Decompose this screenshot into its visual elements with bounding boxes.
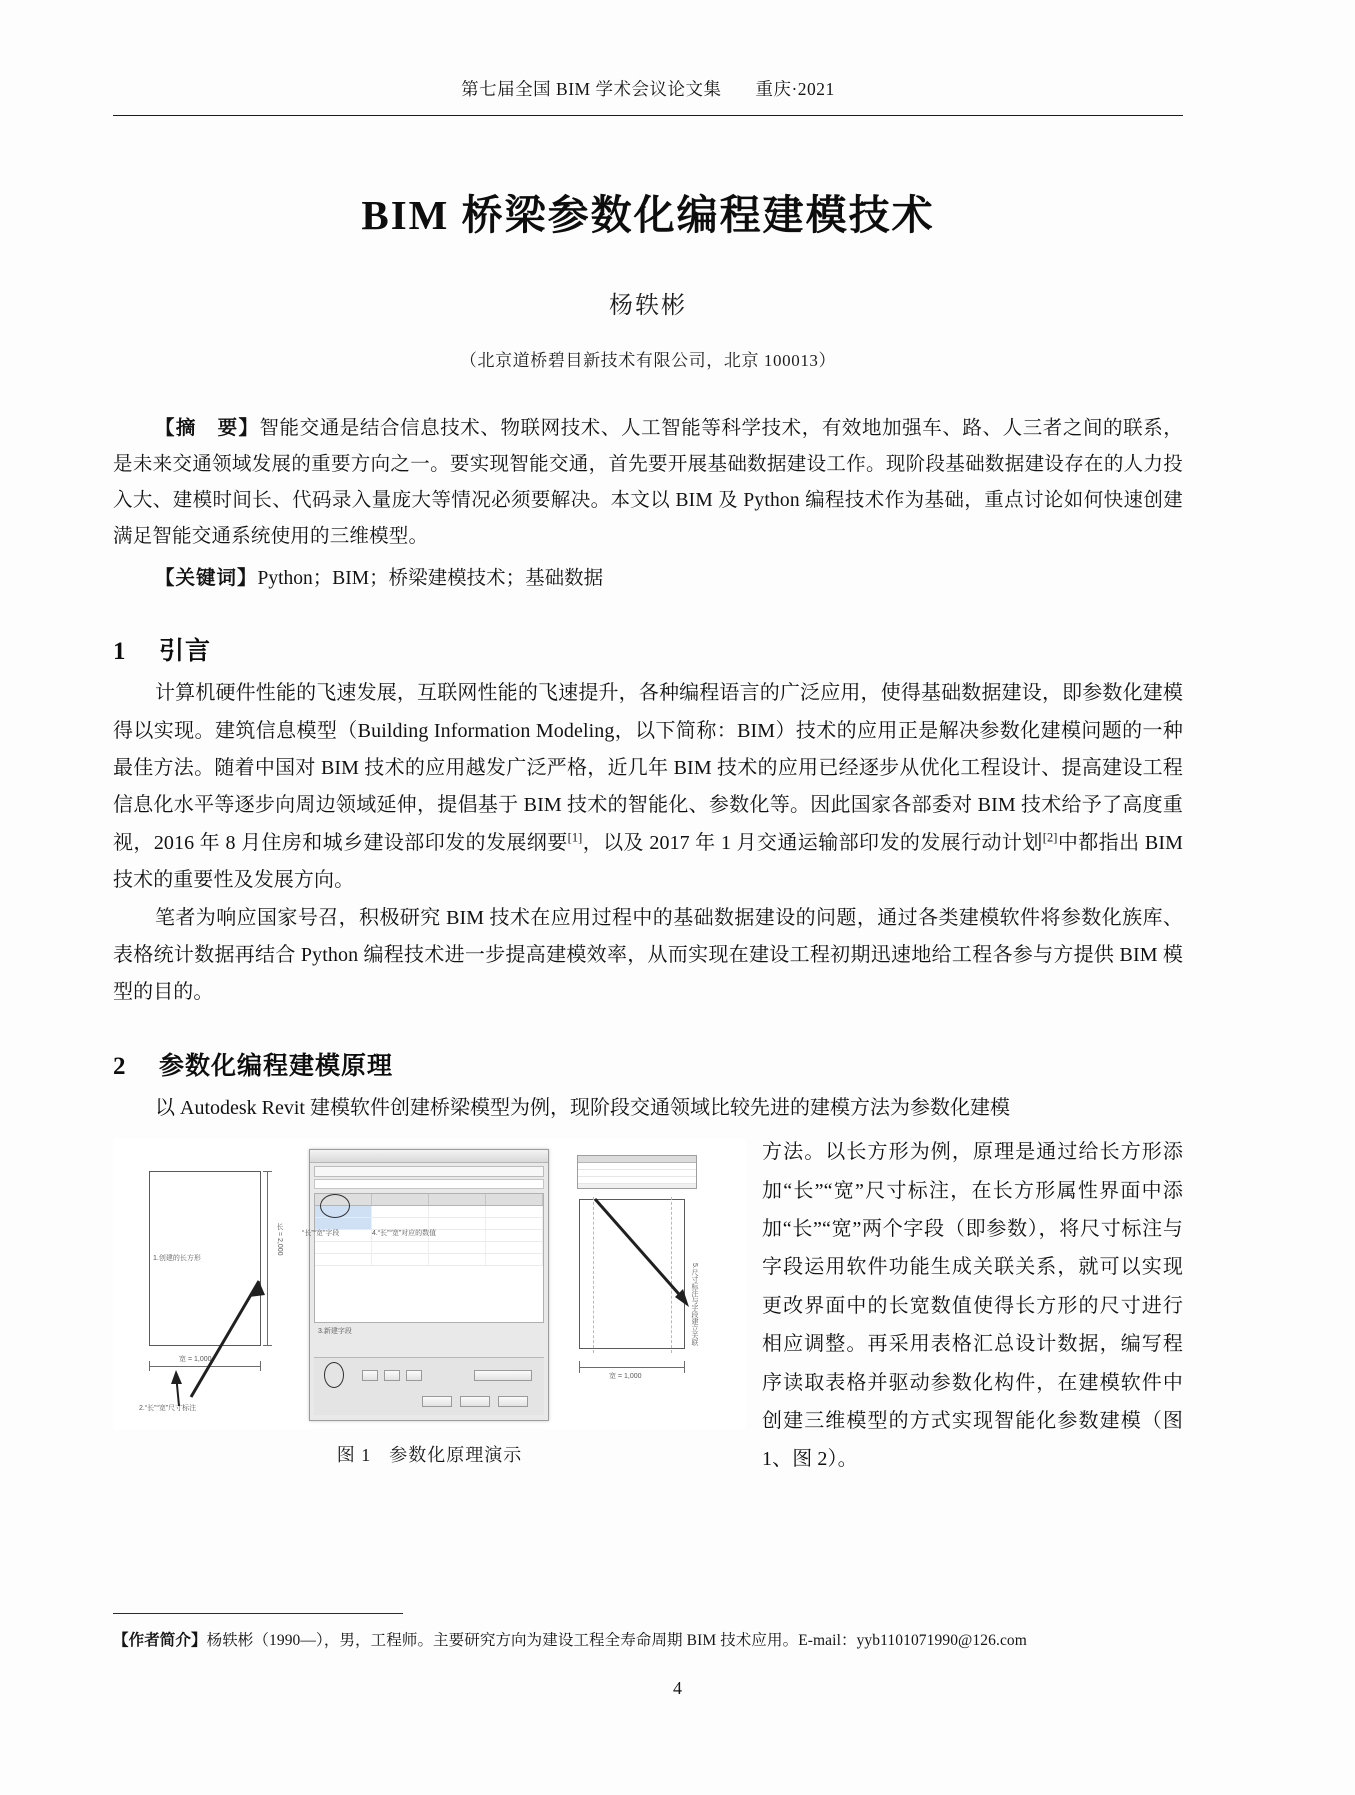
grid-cell (486, 1254, 543, 1265)
dialog-cancel-button[interactable] (460, 1396, 490, 1407)
author-name: 杨轶彬 (609, 293, 687, 319)
dialog-filter-field (314, 1179, 544, 1189)
section-1-paragraph-1 (113, 675, 1183, 899)
dialog-ok-button[interactable] (422, 1396, 452, 1407)
abstract-paragraph (113, 411, 1183, 555)
section-title-1: 引言 (159, 638, 212, 666)
section-heading-1 (113, 631, 1183, 667)
grid-header-cell (429, 1194, 486, 1205)
abstract-block (113, 411, 1183, 555)
cad-dim-tick (684, 1361, 685, 1373)
figure-label-dimension-annotation: 2.“长”“宽”尺寸标注 (139, 1405, 197, 1413)
section-number-2: 2 (113, 1052, 127, 1080)
figure-left-cad-panel (135, 1161, 295, 1411)
grid-cell (486, 1242, 543, 1253)
running-head-right: 重庆·2021 (755, 79, 835, 99)
figure-revit-dialog (302, 1149, 549, 1421)
dialog-help-button[interactable] (498, 1396, 528, 1407)
figure-right-cad-panel (571, 1153, 721, 1415)
page-content (113, 0, 1183, 1479)
figure-1-caption (113, 1441, 746, 1467)
dialog-footer-button[interactable] (362, 1370, 378, 1381)
figure-label-field-values: 4.“长”“宽”对应的数值 (372, 1230, 437, 1238)
figure-1 (113, 1139, 746, 1467)
header-rule (113, 115, 1183, 116)
author-affiliation: （北京道桥碧目新技术有限公司，北京 100013） (459, 351, 837, 370)
figure-callout-ellipse-newfield (324, 1362, 344, 1388)
footnote-label: 【作者简介】 (113, 1632, 207, 1649)
s1p1-tail2: 中都指出 BIM 技术的重要性及发展方向。 (113, 831, 1183, 892)
dialog-manage-button[interactable] (474, 1370, 532, 1381)
cad-horizontal-dimension-line (579, 1367, 685, 1368)
cad-dim-tick (263, 1171, 272, 1172)
figure-caption-text: 参数化原理演示 (389, 1445, 523, 1466)
grid-header-cell (372, 1194, 429, 1205)
reference-marker-2: [2] (1042, 830, 1058, 845)
properties-palette-row (578, 1163, 696, 1170)
figure-arrow-3 (589, 1193, 699, 1313)
keywords-label: 【关键词】 (155, 568, 258, 590)
properties-palette-row (578, 1170, 696, 1177)
figure-label-new-field: 3.新建字段 (318, 1328, 352, 1336)
section-1-paragraph-2: 笔者为响应国家号召，积极研究 BIM 技术在应用过程中的基础数据建设的问题，通过各类建模软件将参数化族库、表格统计数据再结合 Python 编程技术进一步提高建模效率，从而实现在建设工程初期迅速地给工程各参与方提供 BIM 模型的目的。 (113, 906, 1183, 1004)
grid-cell (372, 1206, 429, 1217)
keywords-block (113, 561, 1183, 597)
cad-dim-tick (579, 1361, 580, 1373)
grid-cell (486, 1218, 543, 1229)
dialog-title-bar (310, 1150, 548, 1163)
reference-marker-1: [1] (567, 830, 583, 845)
figure-label-right-width-dim: 宽 = 1,000 (609, 1373, 642, 1381)
grid-cell (315, 1254, 372, 1265)
figure-label-created-rectangle: 1.创建的长方形 (153, 1255, 201, 1263)
running-head-left: 第七届全国 BIM 学术会议论文集 (461, 79, 722, 99)
grid-cell (429, 1242, 486, 1253)
grid-cell (429, 1230, 486, 1241)
dialog-parameter-grid (314, 1193, 544, 1323)
s1p1-tail: 以及 2017 年 1 月交通运输部印发的发展行动计划 (603, 831, 1043, 854)
wrapped-region (113, 1133, 1183, 1479)
section-title-2: 参数化编程建模原理 (159, 1052, 394, 1080)
grid-cell (315, 1242, 372, 1253)
properties-palette (577, 1155, 697, 1189)
dialog-footer-button[interactable] (406, 1370, 422, 1381)
figure-label-fields: “长”“宽”字段 (302, 1230, 340, 1238)
figure-arrow-2 (163, 1366, 193, 1408)
figure-and-text-block (113, 1090, 1183, 1479)
section-2-lead: 以 Autodesk Revit 建模软件创建桥梁模型为例，现阶段交通领域比较先进的建模方法为参数化建模 (155, 1096, 1010, 1119)
grid-cell (486, 1206, 543, 1217)
properties-palette-header (578, 1156, 696, 1163)
dialog-search-field (314, 1166, 544, 1177)
grid-cell (372, 1242, 429, 1253)
figure-1-image (113, 1139, 746, 1429)
abstract-label: 【摘 要】 (155, 418, 260, 439)
figure-label-link-relation: 5.尺寸标注与字段建立关联 (691, 1263, 698, 1347)
footnote-text: 杨轶彬（1990—），男，工程师。主要研究方向为建设工程全寿命周期 BIM 技术应用。E-mail：yyb1101071990@126.com (206, 1632, 1027, 1649)
grid-cell (429, 1206, 486, 1217)
running-head (113, 76, 1183, 101)
s1p1-main: 计算机硬件性能的飞速发展，互联网性能的飞速提升，各种编程语言的广泛应用，使得基础数据建设，即参数化建模得以实现。建筑信息模型（Building Information Modeling，以下简称：BIM）技术的应用正是解决参数化建模问题的一种最佳方法。随着中国对 BIM 技术的应用越发广泛严格，近几年 BIM 技术的应用已经逐步从优化工程设计、提高建设工程信息化水平等逐步向周边领域延伸，提倡基于 BIM 技术的智能化、参数化等。因此国家各部委对 BIM 技术给予了高度重视，2016 年 8 月住房和城乡建设部印发的发展纲要 (113, 682, 1183, 854)
grid-cell (372, 1254, 429, 1265)
grid-cell (429, 1254, 486, 1265)
cad-dim-tick (149, 1361, 150, 1371)
section-heading-2 (113, 1046, 1183, 1082)
figure-label-width-dim: 宽 = 1,000 (179, 1356, 212, 1364)
grid-cell (429, 1218, 486, 1229)
grid-row (315, 1254, 543, 1266)
grid-row (315, 1242, 543, 1254)
grid-cell (486, 1230, 543, 1241)
section-number-1: 1 (113, 638, 127, 666)
section-2-side-text: 方法。以长方形为例，原理是通过给长方形添加“长”“宽”尺寸标注，在长方形属性界面中添加“长”“宽”两个字段（即参数），将尺寸标注与字段运用软件功能生成关联关系，就可以实现更改界面中的长宽数值使得长方形的尺寸进行相应调整。再采用表格汇总设计数据，编写程序读取表格并驱动参数化构件，在建模软件中创建三维模型的方式实现智能化参数建模（图 1、图 2）。 (762, 1141, 1183, 1471)
figure-caption-number: 图 1 (336, 1445, 372, 1466)
properties-palette-row (578, 1177, 696, 1184)
keywords-text: Python；BIM；桥梁建模技术；基础数据 (257, 568, 604, 590)
dialog-footer (314, 1357, 544, 1415)
page-title: BIM 桥梁参数化编程建模技术 (361, 192, 935, 238)
abstract-text: 智能交通是结合信息技术、物联网技术、人工智能等科学技术，有效地加强车、路、人三者之间的联系，是未来交通领域发展的重要方向之一。要实现智能交通，首先要开展基础数据建设工作。现阶段基础数据建设存在的人力投入大、建模时间长、代码录入量庞大等情况必须要解决。本文以 BIM 及 Python 编程技术作为基础，重点讨论如何快速创建满足智能交通系统使用的三维模型。 (113, 418, 1183, 548)
dialog-footer-button[interactable] (384, 1370, 400, 1381)
grid-header-cell (486, 1194, 543, 1205)
footnote (113, 1628, 1188, 1654)
s1p1-comma: ， (582, 831, 604, 854)
footnote-rule (113, 1613, 403, 1614)
figure-label-height-dim: 长 = 2,000 (276, 1223, 283, 1256)
page-number: 4 (673, 1678, 682, 1698)
